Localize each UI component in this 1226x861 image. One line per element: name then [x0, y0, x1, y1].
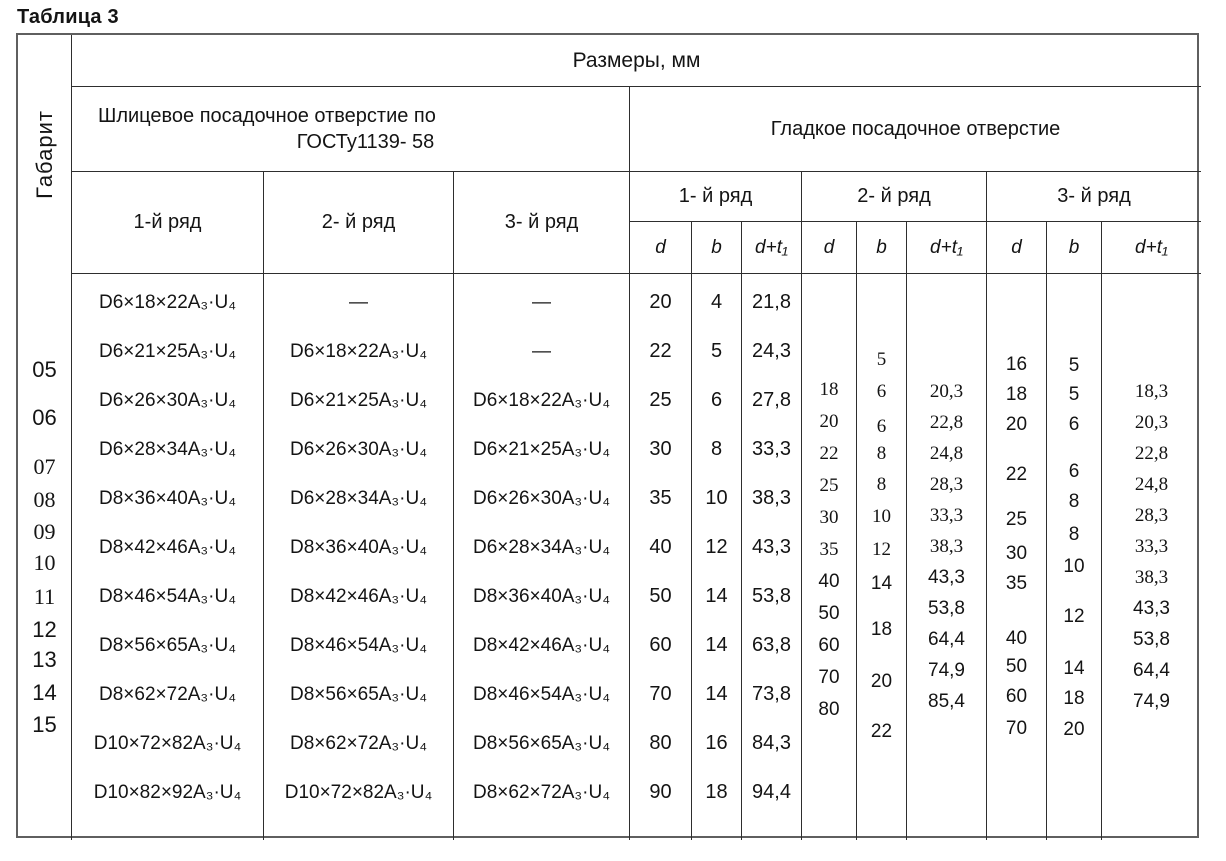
dt1-value: 27,8 [752, 389, 791, 411]
d-value: 18 [819, 379, 839, 400]
smooth2-dt-header [907, 222, 987, 274]
b-value: 4 [710, 291, 723, 313]
spline-section-header-line1: Шлицевое посадочное отверстие по [98, 105, 436, 127]
b-label: b [711, 236, 722, 258]
b-value: 18 [870, 619, 893, 640]
smooth2-d-body [802, 274, 857, 840]
d-value: 30 [1005, 543, 1028, 564]
smooth2-d-list [818, 274, 839, 722]
d-value: 20 [819, 411, 839, 432]
smooth3-b-list [1063, 274, 1084, 742]
smooth3-b-body [1047, 274, 1102, 840]
d-value: 35 [819, 539, 839, 560]
dt1-value: 28,3 [1134, 505, 1169, 526]
spline-designation: D6×18×22A₃·U₄ [473, 389, 610, 411]
smooth1-d-header [630, 222, 692, 274]
gabarit-list [32, 274, 56, 736]
b-value: 5 [1068, 355, 1080, 376]
b-value: 20 [870, 671, 893, 692]
b-value: 14 [870, 573, 893, 594]
smooth-row3-header [987, 172, 1201, 222]
spline-row2-label: 2- й ряд [321, 211, 396, 233]
b-value: 10 [1063, 556, 1085, 577]
smooth2-b-list [871, 274, 892, 744]
dt1-label: d+t₁ [755, 236, 788, 258]
razmery-header-cell [72, 35, 1201, 87]
d-value: 60 [818, 635, 840, 656]
d-value: 20 [649, 291, 672, 313]
spline-section-header-line2: ГОСТу1139- 58 [296, 131, 435, 153]
b-value: 18 [1063, 688, 1085, 709]
spline-designation: D6×28×34A₃·U₄ [99, 438, 236, 460]
b-value: 5 [710, 340, 723, 362]
spline-designation: — [532, 291, 551, 313]
b-value: 10 [705, 487, 728, 509]
b-value: 5 [1068, 384, 1080, 405]
dt1-value: 43,3 [752, 536, 791, 558]
spline-designation: D8×56×65A₃·U₄ [473, 732, 610, 754]
dt1-value: 84,3 [752, 732, 791, 754]
spline-designation: D6×18×22A₃·U₄ [290, 340, 427, 362]
spline-designation: D6×21×25A₃·U₄ [99, 340, 236, 362]
gabarit-value: 05 [32, 357, 57, 382]
gabarit-value: 13 [32, 647, 57, 672]
smooth-section-header-label: Гладкое посадочное отверстие [770, 117, 1061, 140]
d-label: d [823, 236, 835, 258]
dimensions-table [16, 33, 1199, 838]
d-value: 22 [819, 443, 839, 464]
gabarit-value: 11 [33, 584, 56, 609]
dt1-value: 74,9 [928, 660, 965, 681]
dt1-value: 73,8 [752, 683, 791, 705]
gabarit-value: 14 [32, 680, 57, 705]
spline-designation: D8×42×46A₃·U₄ [290, 585, 427, 607]
smooth-row1-label: 1- й ряд [678, 185, 753, 207]
spline-designation: D8×62×72A₃·U₄ [99, 683, 236, 705]
smooth3-d-list [1006, 274, 1027, 741]
b-value: 14 [705, 683, 728, 705]
smooth3-dt-body [1102, 274, 1201, 840]
dt1-label: d+t₁ [930, 236, 963, 258]
smooth3-dt-list [1133, 274, 1170, 714]
smooth2-d-header [802, 222, 857, 274]
dt1-value: 74,9 [1133, 691, 1170, 712]
smooth-row3-label: 3- й ряд [1057, 185, 1131, 207]
d-value: 40 [1005, 628, 1028, 649]
b-value: 8 [876, 443, 887, 464]
gabarit-values-column [18, 274, 72, 840]
dt1-value: 38,3 [752, 487, 791, 509]
dt1-value: 85,4 [928, 691, 965, 712]
d-value: 30 [649, 438, 672, 460]
d-value: 20 [1005, 414, 1028, 435]
spline-designation: D8×56×65A₃·U₄ [290, 683, 427, 705]
b-value: 12 [871, 539, 891, 560]
spline-designation: D6×28×34A₃·U₄ [473, 536, 610, 558]
b-value: 10 [871, 506, 891, 527]
smooth1-dt-body [742, 274, 802, 840]
spline-row1-header [72, 172, 264, 274]
smooth3-d-header [987, 222, 1047, 274]
d-value: 40 [818, 571, 840, 592]
d-value: 50 [818, 603, 840, 624]
dt1-value: 64,4 [1133, 660, 1170, 681]
smooth3-dt-header [1102, 222, 1201, 274]
dt1-value: 53,8 [928, 598, 965, 619]
smooth2-b-header [857, 222, 907, 274]
spline-designation: — [349, 291, 368, 313]
dt1-label: d+t₁ [1135, 236, 1168, 258]
smooth1-b-list [692, 274, 741, 840]
spline-designation: D8×42×46A₃·U₄ [473, 634, 610, 656]
spline-designation: D8×36×40A₃·U₄ [290, 536, 427, 558]
d-label: d [655, 236, 666, 258]
d-value: 25 [649, 389, 672, 411]
smooth1-dt-header [742, 222, 802, 274]
smooth1-d-list [630, 274, 691, 840]
spline-designation: D8×46×54A₃·U₄ [290, 634, 427, 656]
b-value: 18 [705, 781, 728, 803]
dt1-value: 38,3 [1134, 567, 1169, 588]
spline-designation: D6×28×34A₃·U₄ [290, 487, 427, 509]
d-label: d [1011, 236, 1022, 258]
d-value: 70 [818, 667, 840, 688]
d-value: 25 [819, 475, 839, 496]
dt1-value: 33,3 [752, 438, 791, 460]
smooth2-dt-body [907, 274, 987, 840]
smooth1-dt-list [742, 274, 801, 840]
d-value: 18 [1005, 384, 1028, 405]
dt1-value: 63,8 [752, 634, 791, 656]
spline-designation: D10×72×82A₃·U₄ [284, 781, 433, 803]
d-value: 90 [649, 781, 672, 803]
gabarit-header-cell [18, 35, 72, 274]
spline-col2-list [264, 274, 453, 840]
gabarit-value: 07 [33, 454, 56, 479]
dt1-value: 53,8 [752, 585, 791, 607]
spline-col1-body [72, 274, 264, 840]
d-value: 16 [1005, 354, 1028, 375]
smooth2-dt-list [928, 274, 965, 714]
b-label: b [1068, 236, 1080, 258]
smooth-row2-label: 2- й ряд [857, 185, 931, 207]
dt1-value: 53,8 [1133, 629, 1170, 650]
gabarit-value: 06 [32, 405, 57, 430]
spline-col3-list [454, 274, 629, 840]
d-value: 22 [649, 340, 672, 362]
gabarit-header-label: Габарит [31, 110, 57, 199]
b-value: 12 [705, 536, 728, 558]
dt1-value: 33,3 [929, 505, 964, 526]
b-value: 20 [1063, 719, 1085, 740]
b-value: 5 [876, 349, 887, 370]
gabarit-value: 12 [32, 617, 57, 642]
smooth1-b-body [692, 274, 742, 840]
dt1-value: 24,8 [1134, 474, 1169, 495]
dt1-value: 21,8 [752, 291, 791, 313]
smooth1-b-header [692, 222, 742, 274]
spline-designation: D10×72×82A₃·U₄ [93, 732, 242, 754]
spline-row1-label: 1-й ряд [133, 211, 202, 233]
dt1-value: 20,3 [929, 381, 964, 402]
dt1-value: 33,3 [1134, 536, 1169, 557]
spline-designation: D8×36×40A₃·U₄ [99, 487, 236, 509]
d-value: 80 [818, 699, 840, 720]
b-value: 22 [870, 721, 893, 742]
b-value: 14 [1063, 658, 1085, 679]
spline-designation: D8×62×72A₃·U₄ [473, 781, 610, 803]
spline-designation: D8×46×54A₃·U₄ [99, 585, 236, 607]
spline-col1-list [72, 274, 263, 840]
smooth1-d-body [630, 274, 692, 840]
smooth2-b-body [857, 274, 907, 840]
spline-designation: D6×26×30A₃·U₄ [99, 389, 236, 411]
dt1-value: 43,3 [1133, 598, 1170, 619]
smooth3-d-body [987, 274, 1047, 840]
spline-designation: D10×82×92A₃·U₄ [93, 781, 242, 803]
d-value: 30 [819, 507, 839, 528]
b-value: 14 [705, 585, 728, 607]
spline-designation: D6×26×30A₃·U₄ [290, 438, 427, 460]
dt1-value: 18,3 [1134, 381, 1169, 402]
spline-designation: D8×42×46A₃·U₄ [99, 536, 236, 558]
spline-row2-header [264, 172, 454, 274]
b-value: 12 [1063, 606, 1085, 627]
smooth-section-header-cell [630, 87, 1201, 172]
smooth3-b-header [1047, 222, 1102, 274]
b-value: 6 [1068, 461, 1080, 482]
d-value: 25 [1005, 509, 1028, 530]
table-caption: Таблица 3 [17, 6, 119, 28]
gabarit-value: 09 [33, 519, 56, 544]
dt1-value: 94,4 [752, 781, 791, 803]
dt1-value: 38,3 [929, 536, 964, 557]
gabarit-value: 10 [33, 550, 56, 575]
spline-row3-header [454, 172, 630, 274]
smooth-row2-header [802, 172, 987, 222]
b-value: 8 [1068, 524, 1080, 545]
d-value: 35 [1005, 573, 1028, 594]
gabarit-value: 15 [32, 712, 57, 737]
b-label: b [876, 236, 887, 258]
spline-designation: D6×18×22A₃·U₄ [99, 291, 236, 313]
dt1-value: 22,8 [1134, 443, 1169, 464]
spline-designation: — [532, 340, 551, 362]
d-value: 70 [1005, 718, 1028, 739]
b-value: 6 [876, 381, 887, 402]
d-value: 22 [1005, 464, 1028, 485]
spline-col3-body [454, 274, 630, 840]
b-value: 8 [876, 474, 887, 495]
spline-designation: D8×36×40A₃·U₄ [473, 585, 610, 607]
d-value: 70 [649, 683, 672, 705]
spline-designation: D8×56×65A₃·U₄ [99, 634, 236, 656]
spline-designation: D8×62×72A₃·U₄ [290, 732, 427, 754]
dt1-value: 24,3 [752, 340, 791, 362]
dt1-value: 64,4 [928, 629, 965, 650]
dt1-value: 20,3 [1134, 412, 1169, 433]
spline-designation: D6×21×25A₃·U₄ [473, 438, 610, 460]
spline-row3-label: 3- й ряд [504, 211, 579, 233]
b-value: 16 [705, 732, 728, 754]
gabarit-value: 08 [33, 487, 56, 512]
b-value: 8 [710, 438, 723, 460]
spline-col2-body [264, 274, 454, 840]
d-value: 50 [1005, 656, 1028, 677]
spline-designation: D8×46×54A₃·U₄ [473, 683, 610, 705]
d-value: 60 [649, 634, 672, 656]
razmery-header-label: Размеры, мм [572, 48, 701, 72]
dt1-value: 22,8 [929, 412, 964, 433]
d-value: 50 [649, 585, 672, 607]
dt1-value: 43,3 [928, 567, 965, 588]
smooth-row1-header [630, 172, 802, 222]
dt1-value: 24,8 [929, 443, 964, 464]
b-value: 8 [1068, 491, 1080, 512]
b-value: 14 [705, 634, 728, 656]
spline-designation: D6×26×30A₃·U₄ [473, 487, 610, 509]
spline-section-header-cell [72, 87, 630, 172]
d-value: 35 [649, 487, 672, 509]
d-value: 80 [649, 732, 672, 754]
spline-designation: D6×21×25A₃·U₄ [290, 389, 427, 411]
d-value: 60 [1005, 686, 1028, 707]
d-value: 40 [649, 536, 672, 558]
b-value: 6 [710, 389, 723, 411]
dt1-value: 28,3 [929, 474, 964, 495]
b-value: 6 [876, 416, 887, 437]
b-value: 6 [1068, 414, 1080, 435]
